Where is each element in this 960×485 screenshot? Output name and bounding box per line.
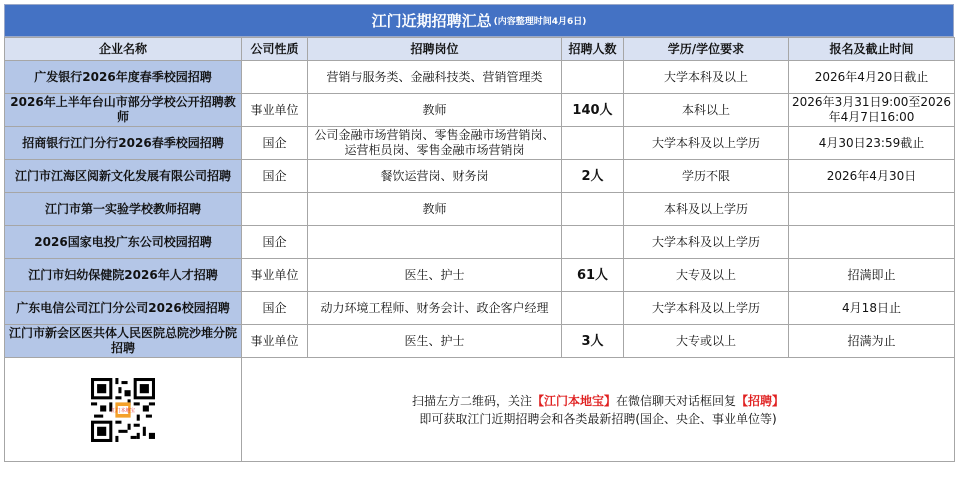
promo-cell	[242, 358, 955, 462]
header-type: 公司性质	[242, 38, 308, 61]
company-cell: 江门市江海区阅新文化发展有限公司招聘	[5, 160, 242, 193]
recruitment-table	[4, 37, 955, 462]
header-count: 招聘人数	[562, 38, 624, 61]
company-cell: 2026年上半年台山市部分学校公开招聘教师	[5, 94, 242, 127]
positions-cell: 医生、护士	[308, 259, 562, 292]
table-row	[5, 127, 955, 160]
promo-highlight-keyword: 【招聘】	[736, 393, 785, 408]
footer-row	[5, 358, 955, 462]
count-cell: 2人	[562, 160, 624, 193]
count-cell: 140人	[562, 94, 624, 127]
company-cell: 江门市新会区医共体人民医院总院沙堆分院招聘	[5, 325, 242, 358]
count-cell	[562, 127, 624, 160]
table-row	[5, 325, 955, 358]
education-cell: 大学本科及以上	[624, 61, 789, 94]
positions-cell: 教师	[308, 193, 562, 226]
company-cell: 广发银行2026年度春季校园招聘	[5, 61, 242, 94]
table-row	[5, 259, 955, 292]
qr-cell	[5, 358, 242, 462]
header-deadline: 报名及截止时间	[789, 38, 955, 61]
type-cell: 事业单位	[242, 259, 308, 292]
count-cell	[562, 61, 624, 94]
header-education: 学历/学位要求	[624, 38, 789, 61]
deadline-cell: 4月18日止	[789, 292, 955, 325]
deadline-cell: 招满为止	[789, 325, 955, 358]
count-cell: 61人	[562, 259, 624, 292]
positions-cell: 动力环境工程师、财务会计、政企客户经理	[308, 292, 562, 325]
education-cell: 学历不限	[624, 160, 789, 193]
promo-line-2: 即可获取江门近期招聘会和各类最新招聘(国企、央企、事业单位等)	[419, 411, 777, 426]
education-cell: 本科以上	[624, 94, 789, 127]
qr-code-icon[interactable]	[91, 378, 155, 442]
qr-label: 江门本地宝	[110, 407, 136, 414]
education-cell: 大学本科及以上学历	[624, 127, 789, 160]
header-company: 企业名称	[5, 38, 242, 61]
deadline-cell: 2026年4月30日	[789, 160, 955, 193]
company-cell: 广东电信公司江门分公司2026校园招聘	[5, 292, 242, 325]
promo-middle: 在微信聊天对话框回复	[616, 393, 737, 408]
type-cell: 国企	[242, 127, 308, 160]
education-cell: 大学本科及以上学历	[624, 292, 789, 325]
positions-cell: 教师	[308, 94, 562, 127]
recruitment-sheet	[4, 4, 954, 462]
type-cell	[242, 61, 308, 94]
type-cell	[242, 193, 308, 226]
count-cell	[562, 292, 624, 325]
company-cell: 江门市第一实验学校教师招聘	[5, 193, 242, 226]
table-row	[5, 193, 955, 226]
deadline-cell	[789, 193, 955, 226]
type-cell: 事业单位	[242, 94, 308, 127]
type-cell: 国企	[242, 160, 308, 193]
count-cell	[562, 193, 624, 226]
deadline-cell: 4月30日23:59截止	[789, 127, 955, 160]
count-cell	[562, 226, 624, 259]
deadline-cell	[789, 226, 955, 259]
education-cell: 本科及以上学历	[624, 193, 789, 226]
company-cell: 2026国家电投广东公司校园招聘	[5, 226, 242, 259]
table-row	[5, 226, 955, 259]
deadline-cell: 2026年3月31日9:00至2026年4月7日16:00	[789, 94, 955, 127]
deadline-cell: 招满即止	[789, 259, 955, 292]
table-row	[5, 160, 955, 193]
positions-cell	[308, 226, 562, 259]
table-row	[5, 61, 955, 94]
table-row	[5, 94, 955, 127]
header-row	[5, 38, 955, 61]
count-cell: 3人	[562, 325, 624, 358]
sheet-title-bar	[4, 4, 954, 37]
sheet-title: 江门近期招聘汇总	[371, 12, 492, 30]
promo-prefix: 扫描左方二维码，关注	[411, 393, 532, 408]
positions-cell: 医生、护士	[308, 325, 562, 358]
company-cell: 招商银行江门分行2026春季校园招聘	[5, 127, 242, 160]
education-cell: 大学本科及以上学历	[624, 226, 789, 259]
education-cell: 大专或以上	[624, 325, 789, 358]
type-cell: 国企	[242, 226, 308, 259]
positions-cell: 餐饮运营岗、财务岗	[308, 160, 562, 193]
promo-line-1	[245, 392, 951, 410]
header-positions: 招聘岗位	[308, 38, 562, 61]
type-cell: 事业单位	[242, 325, 308, 358]
table-row	[5, 292, 955, 325]
sheet-subtitle: (内容整理时间4月6日)	[493, 17, 587, 27]
positions-cell: 公司金融市场营销岗、零售金融市场营销岗、运营柜员岗、零售金融市场营销岗	[308, 127, 562, 160]
company-cell: 江门市妇幼保健院2026年人才招聘	[5, 259, 242, 292]
type-cell: 国企	[242, 292, 308, 325]
education-cell: 大专及以上	[624, 259, 789, 292]
deadline-cell: 2026年4月20日截止	[789, 61, 955, 94]
promo-highlight-account: 【江门本地宝】	[531, 393, 616, 408]
positions-cell: 营销与服务类、金融科技类、营销管理类	[308, 61, 562, 94]
